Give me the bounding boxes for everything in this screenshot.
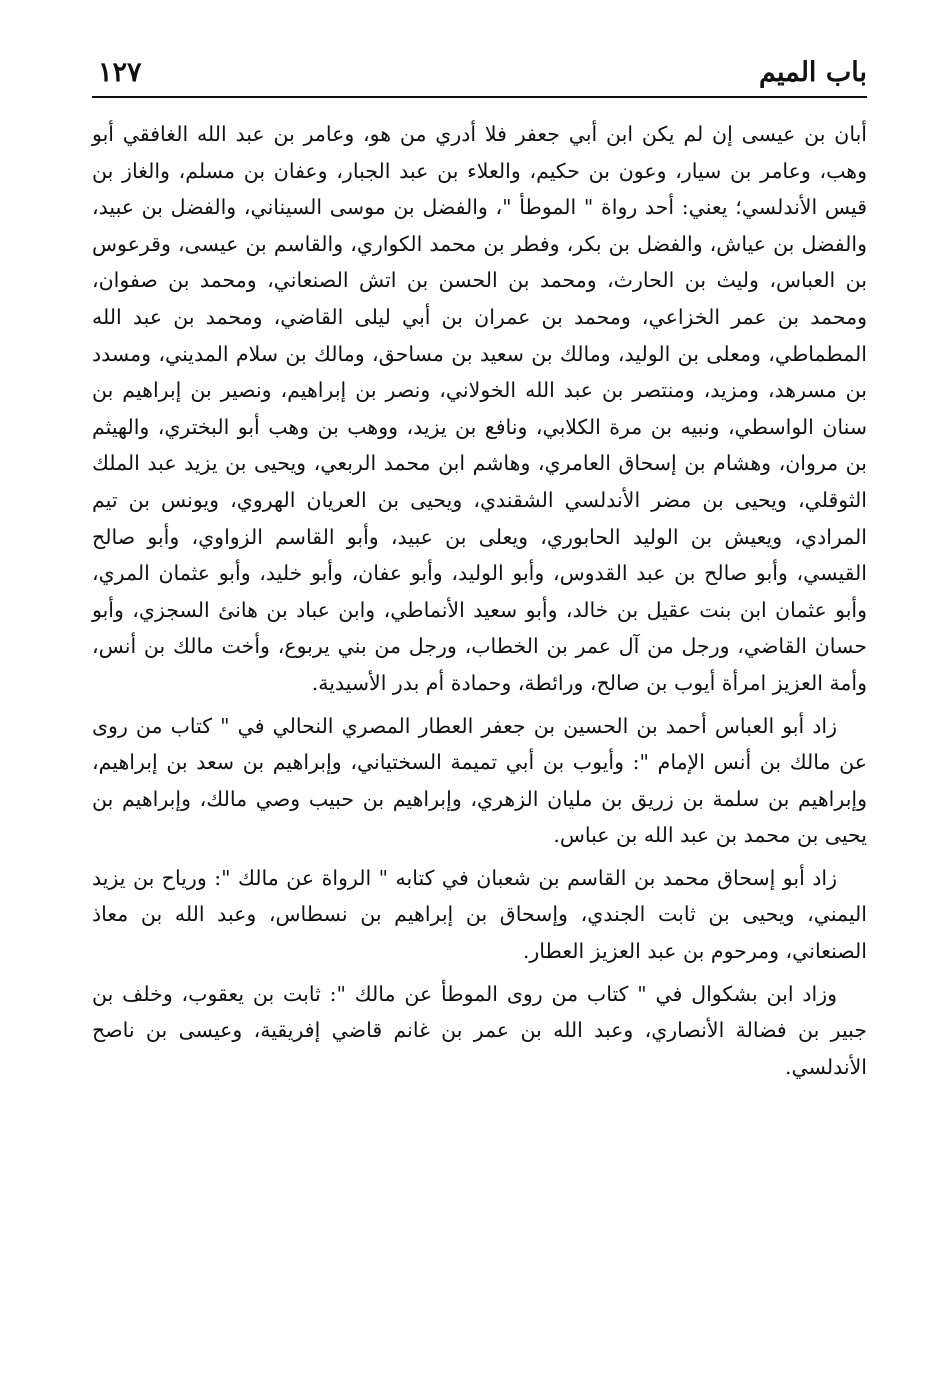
book-page xyxy=(92,52,867,1091)
paragraph-abu-al-abbas-addition: زاد أبو العباس أحمد بن الحسين بن جعفر العطار المصري النحالي في " كتاب من روى عن مالك بن أنس الإمام ": وأيوب بن أبي تميمة السختياني، وإبراهيم بن سعد بن إبراهيم، وإبراهيم بن سلمة بن زريق بن مليان الزهري، وإبراهيم بن حبيب وصي مالك، وإبراهيم بن يحيى بن محمد بن عبد الله بن عباس. xyxy=(92,713,867,848)
page-body xyxy=(92,116,867,1085)
chapter-title: باب الميم xyxy=(758,57,867,88)
page-number: ١٢٧ xyxy=(98,57,142,88)
paragraph-narrators-list: أبان بن عيسى إن لم يكن ابن أبي جعفر فلا أدري من هو، وعامر بن عبد الله الغافقي أبو وهب، وعامر بن سيار، وعون بن حكيم، والعلاء بن عبد الجبار، وعفان بن مسلم، والغاز بن قيس الأندلسي؛ يعني: أحد رواة " الموطأ "، والفضل بن موسى السيناني، والفضل بن عبيد، والفضل بن عياش، والفضل بن بكر، وفطر بن محمد الكواري، والقاسم بن عيسى، وقرعوس بن العباس، وليث بن الحارث، ومحمد بن الحسن بن اتش الصنعاني، ومحمد بن صفوان، ومحمد بن عمر الخزاعي، ومحمد بن عمران بن أبي ليلى القاضي، ومحمد بن عبد الله المطماطي، ومعلى بن الوليد، ومالك بن سعيد بن مساحق، ومالك بن سلام المديني، ومسدد بن مسرهد، ومزيد، ومنتصر بن عبد الله الخولاني، ونصر بن إبراهيم، ونصير بن إبراهيم بن سنان الواسطي، ونبيه بن مرة الكلابي، ونافع بن يزيد، ووهب بن وهب أبو البختري، والهيثم بن مروان، وهشام بن إسحاق العامري، وهاشم ابن محمد الربعي، ويحيى بن يزيد عبد الملك الثوقلي، ويحيى بن مضر الأندلسي الشقندي، ويحيى بن العريان الهروي، ويونس بن تيم المرادي، ويعيش بن الوليد الحابوري، ويعلى بن عبيد، وأبو القاسم الزواوي، وأبو صالح القيسي، وأبو صالح بن عبد القدوس، وأبو الوليد، وأبو عفان، وأبو خليد، وأبو عثمان المري، وأبو عثمان ابن بنت عقيل بن خالد، وأبو سعيد الأنماطي، وابن عباد بن هانئ السجزي، وأبو حسان القاضي، ورجل من آل عمر بن الخطاب، ورجل من بني يربوع، وأخت مالك بن أنس، وأمة العزيز امرأة أيوب بن صالح، ورائطة، وحمادة أم بدر الأسيدية. xyxy=(92,122,867,695)
page-header xyxy=(92,52,867,98)
paragraph-ibn-shaban-addition: زاد أبو إسحاق محمد بن القاسم بن شعبان في كتابه " الرواة عن مالك ": ورياح بن يزيد اليمني، ويحيى بن ثابت الجندي، وإسحاق بن إبراهيم بن نسطاس، وعبد الله بن معاذ الصنعاني، ومرحوم بن عبد العزيز العطار. xyxy=(92,865,867,964)
paragraph-ibn-bashkuwal-addition: وزاد ابن بشكوال في " كتاب من روى الموطأ عن مالك ": ثابت بن يعقوب، وخلف بن جبير بن فضالة الأنصاري، وعبد الله بن عمر بن غانم قاضي إفريقية، وعيسى بن ناصح الأندلسي. xyxy=(92,981,867,1079)
